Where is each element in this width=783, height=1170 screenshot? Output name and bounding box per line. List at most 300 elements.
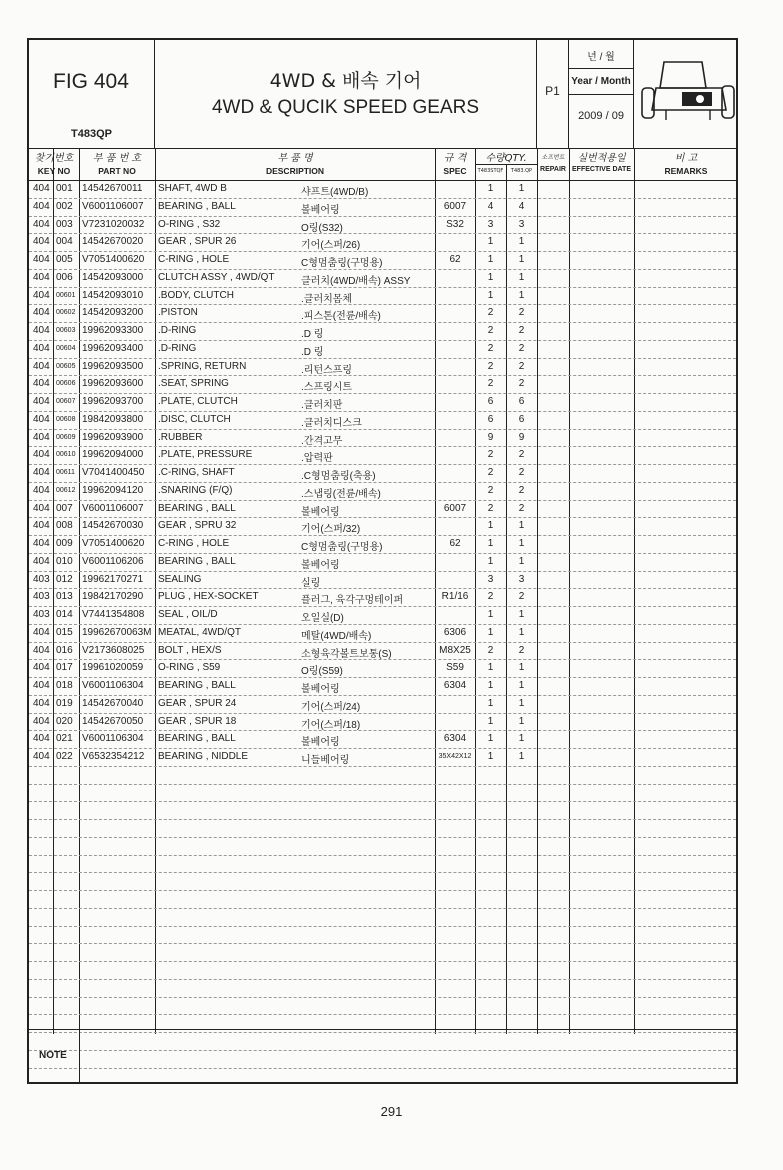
cell-desc: .SPRING, RETURN	[158, 360, 247, 372]
table-row	[29, 801, 736, 820]
cell-desc: GEAR , SPUR 24	[158, 697, 237, 709]
cell-spec: 62	[449, 538, 461, 549]
cell-part: V6001106206	[82, 555, 144, 567]
cell-q2: 2	[518, 378, 525, 390]
table-row	[29, 872, 736, 891]
cell-q1: 1	[487, 733, 494, 745]
table-row	[29, 198, 736, 217]
cell-part: 19962093300	[82, 325, 144, 336]
cell-kr: 오일실(D)	[301, 613, 344, 624]
cell-fig: 404	[33, 449, 50, 461]
cell-fig: 404	[33, 697, 50, 709]
parts-sheet	[27, 38, 738, 1084]
table-row	[29, 659, 736, 678]
col-desc-kr: 부 품 명	[277, 153, 313, 164]
cell-desc: BEARING , NIDDLE	[158, 751, 249, 762]
cell-kr: .D 링	[301, 329, 324, 340]
cell-q1: 1	[487, 662, 494, 674]
cell-q1: 9	[487, 431, 494, 443]
cell-spec: 6304	[443, 733, 467, 745]
cell-key: 017	[56, 662, 73, 674]
cell-fig: 404	[33, 733, 50, 745]
cell-desc: BEARING , BALL	[158, 733, 236, 745]
table-row	[29, 553, 736, 572]
fig-number: FIG 404	[53, 70, 129, 93]
cell-kr: .D 링	[301, 346, 324, 358]
table-row	[29, 606, 736, 625]
cell-kr: 샤프트(4WD/B)	[301, 187, 369, 198]
cell-part: V7051400620	[82, 254, 145, 265]
cell-q2: 2	[518, 591, 525, 603]
table-row	[29, 855, 736, 874]
col-qty-b: T483.QP	[510, 168, 533, 174]
table-row	[29, 766, 736, 785]
year-month-kr: 년 / 월	[587, 52, 615, 63]
cell-part: 14542093000	[82, 271, 144, 283]
col-eff-en: EFFECTIVE DATE	[572, 166, 631, 173]
table-row	[29, 677, 736, 696]
cell-spec: R1/16	[441, 591, 469, 603]
cell-part: 19962093500	[82, 360, 144, 372]
cell-q1: 6	[487, 413, 494, 425]
cell-q2: 1	[518, 697, 525, 709]
divider	[569, 68, 633, 69]
cell-fig: 404	[33, 644, 50, 656]
table-row	[29, 642, 736, 661]
col-repair-kr: 소프번트	[541, 154, 565, 161]
table-row	[29, 464, 736, 483]
cell-q1: 2	[487, 467, 494, 478]
cell-fig: 404	[33, 662, 50, 674]
cell-desc: BEARING , BALL	[158, 200, 236, 212]
cell-q2: 1	[518, 289, 525, 301]
cell-q2: 4	[518, 200, 525, 212]
cell-fig: 404	[33, 183, 50, 194]
table-row	[29, 695, 736, 714]
cell-desc: .BODY, CLUTCH	[158, 289, 234, 301]
table-row	[29, 979, 736, 998]
cell-q2: 2	[518, 644, 525, 656]
cell-key: 00603	[56, 327, 76, 334]
cell-q1: 1	[487, 520, 494, 532]
cell-kr: .클러치판	[301, 400, 343, 411]
cell-kr: O링(S32)	[301, 222, 343, 234]
cell-fig: 404	[33, 254, 50, 265]
cell-q2: 2	[518, 449, 525, 461]
table-row	[29, 624, 736, 643]
cell-part: 19962093700	[82, 396, 144, 407]
cell-fig: 404	[33, 200, 50, 212]
col-spec-en: SPEC	[443, 166, 467, 176]
table-row	[29, 908, 736, 927]
year-month-cell	[569, 40, 634, 148]
cell-kr: C형멈춤링(구멍용)	[301, 542, 383, 553]
cell-part: V7231020032	[82, 218, 145, 230]
cell-spec: M8X25	[439, 644, 471, 656]
cell-fig: 404	[33, 413, 50, 425]
note-label: NOTE	[39, 1050, 67, 1061]
cell-fig: 404	[33, 289, 50, 301]
divider	[569, 94, 633, 95]
cell-desc: .D-RING	[158, 325, 197, 336]
cell-q2: 2	[518, 502, 525, 514]
table-row	[29, 784, 736, 803]
cell-part: 14542670030	[82, 520, 144, 532]
table-row	[29, 180, 736, 199]
cell-q1: 2	[487, 342, 494, 354]
col-part-en: PART NO	[98, 166, 136, 176]
cell-part: 19842093800	[82, 413, 144, 425]
cell-kr: .클러치몸체	[301, 293, 353, 305]
cell-q1: 2	[487, 378, 494, 390]
cell-q1: 1	[487, 555, 494, 567]
cell-q2: 2	[518, 360, 525, 372]
cell-part: 14542093010	[82, 289, 144, 301]
table-row	[29, 446, 736, 465]
page-code: P1	[545, 84, 560, 98]
cell-q1: 1	[487, 538, 494, 549]
cell-key: 021	[56, 733, 73, 745]
cell-key: 010	[56, 555, 73, 567]
table-row	[29, 429, 736, 448]
cell-q1: 3	[487, 218, 494, 230]
cell-kr: 기어(스퍼/24)	[301, 701, 361, 713]
cell-part: 19842170290	[82, 591, 144, 603]
cell-q2: 2	[518, 325, 525, 336]
cell-q2: 1	[518, 609, 525, 620]
cell-q2: 1	[518, 538, 525, 549]
cell-key: 012	[56, 573, 73, 585]
table-row	[29, 571, 736, 590]
cell-part: V6532354212	[82, 751, 145, 762]
cell-kr: 기어(스퍼/18)	[301, 719, 361, 731]
cell-part: 19962094000	[82, 449, 144, 461]
cell-part: V7041400450	[82, 467, 145, 478]
cell-q1: 3	[487, 573, 494, 585]
cell-desc: C-RING , HOLE	[158, 538, 230, 549]
sheet-header	[29, 40, 736, 149]
col-spec-kr: 규 격	[443, 153, 467, 164]
cell-desc: .PLATE, PRESSURE	[158, 449, 253, 461]
cell-desc: .D-RING	[158, 342, 197, 354]
cell-key: 019	[56, 697, 73, 709]
cell-part: 14542670020	[82, 236, 144, 248]
cell-key: 004	[56, 236, 73, 248]
cell-desc: SEAL , OIL/D	[158, 609, 218, 620]
cell-desc: .PLATE, CLUTCH	[158, 396, 238, 407]
cell-part: 14542670050	[82, 715, 144, 727]
cell-key: 015	[56, 626, 73, 638]
cell-key: 020	[56, 715, 73, 727]
model-code: T483QP	[71, 128, 112, 140]
title-english: 4WD & QUCIK SPEED GEARS	[211, 97, 480, 118]
cell-kr: .리턴스프링	[301, 364, 353, 376]
table-row	[29, 287, 736, 306]
table-row	[29, 322, 736, 341]
cell-part: V7441354808	[82, 609, 145, 620]
cell-desc: BEARING , BALL	[158, 555, 236, 567]
cell-spec: 6007	[443, 200, 467, 212]
cell-key: 007	[56, 502, 73, 514]
cell-q2: 1	[518, 254, 525, 265]
cell-part: 19962170271	[82, 573, 144, 585]
cell-kr: 볼베어링	[301, 559, 340, 571]
cell-q2: 1	[518, 662, 525, 674]
cell-key: 00609	[56, 433, 76, 441]
cell-q2: 2	[518, 342, 525, 354]
cell-q2: 1	[518, 626, 525, 638]
cell-q1: 1	[487, 751, 494, 762]
cell-fig: 404	[33, 502, 50, 514]
cell-q1: 2	[487, 484, 494, 496]
table-row	[29, 358, 736, 377]
title-korean: 4WD & 배속 기어	[269, 70, 422, 92]
cell-key: 009	[56, 538, 73, 549]
cell-key: 014	[56, 609, 73, 620]
cell-fig: 404	[33, 325, 50, 336]
cell-fig: 404	[33, 555, 50, 567]
note-label-cell	[29, 1030, 80, 1082]
col-part-kr: 부 품 번 호	[92, 153, 142, 164]
cell-part: V6001106304	[82, 680, 144, 691]
cell-q2: 1	[518, 520, 525, 532]
cell-kr: 볼베어링	[301, 506, 340, 518]
page-code-cell	[537, 40, 569, 148]
cell-q1: 1	[487, 697, 494, 709]
table-row	[29, 997, 736, 1016]
cell-q2: 2	[518, 307, 525, 319]
cell-kr: .간격고무	[301, 435, 343, 447]
cell-q1: 1	[487, 715, 494, 727]
cell-key: 002	[56, 200, 73, 212]
cell-q1: 2	[487, 591, 494, 603]
cell-key: 005	[56, 254, 73, 265]
table-row	[29, 304, 736, 323]
cell-fig: 403	[33, 591, 50, 603]
cell-kr: 기어(스퍼/26)	[301, 240, 361, 252]
table-row	[29, 340, 736, 359]
cell-spec: 6304	[443, 680, 467, 691]
cell-kr: 볼베어링	[301, 684, 340, 695]
table-row	[29, 535, 736, 554]
col-key-kr: 찾기번호	[34, 153, 74, 164]
col-rem-en: REMARKS	[664, 166, 708, 176]
cell-part: V6001106304	[82, 733, 144, 745]
table-row	[29, 482, 736, 501]
cell-key: 001	[56, 183, 73, 194]
cell-spec: 6306	[443, 626, 467, 638]
cell-desc: MEATAL, 4WD/QT	[158, 626, 241, 638]
cell-fig: 404	[33, 307, 50, 319]
cell-q1: 6	[487, 396, 494, 407]
cell-q1: 1	[487, 254, 494, 265]
table-row	[29, 411, 736, 430]
cell-spec: S32	[446, 218, 464, 230]
note-section	[29, 1029, 736, 1082]
cell-desc: GEAR , SPUR 26	[158, 236, 237, 248]
cell-part: 19961020059	[82, 662, 144, 674]
cell-kr: 볼베어링	[301, 204, 340, 216]
cell-key: 00610	[56, 451, 76, 459]
cell-fig: 404	[33, 626, 50, 638]
cell-desc: O-RING , S32	[158, 218, 221, 230]
cell-desc: .C-RING, SHAFT	[158, 467, 235, 478]
cell-q2: 1	[518, 555, 525, 567]
table-row	[29, 233, 736, 252]
cell-kr: C형멈춤링(구멍용)	[301, 258, 383, 269]
cell-desc: .DISC, CLUTCH	[158, 413, 231, 425]
tractor-cell	[634, 40, 738, 148]
title-cell	[155, 40, 537, 148]
cell-key: 008	[56, 520, 73, 532]
cell-q1: 1	[487, 183, 494, 194]
cell-desc: SHAFT, 4WD B	[158, 183, 227, 194]
cell-part: V7051400620	[82, 538, 145, 549]
cell-fig: 404	[33, 378, 50, 390]
table-row	[29, 926, 736, 945]
table-row	[29, 943, 736, 962]
cell-desc: .SNARING (F/Q)	[158, 484, 233, 496]
table-row	[29, 500, 736, 519]
cell-kr: .압력판	[301, 453, 333, 465]
cell-desc: SEALING	[158, 573, 202, 585]
cell-kr: O링(S59)	[301, 666, 343, 678]
cell-kr: 실링	[301, 577, 321, 589]
cell-part: 19962670063M	[82, 626, 152, 638]
cell-q1: 2	[487, 449, 494, 461]
cell-part: 19962093900	[82, 431, 144, 443]
cell-desc: GEAR , SPRU 32	[158, 520, 237, 532]
cell-q2: 6	[518, 413, 525, 425]
table-row	[29, 375, 736, 394]
cell-q2: 6	[518, 396, 525, 407]
cell-spec: 35X42X12	[438, 753, 472, 760]
cell-key: 018	[56, 680, 73, 691]
cell-fig: 404	[33, 236, 50, 248]
cell-fig: 404	[33, 467, 50, 478]
col-repair-en: REPAIR	[540, 166, 566, 173]
table-row	[29, 269, 736, 288]
cell-q2: 1	[518, 236, 525, 248]
cell-desc: .SEAT, SPRING	[158, 378, 229, 390]
cell-fig: 404	[33, 271, 50, 283]
cell-spec: S59	[446, 662, 464, 674]
cell-desc: BEARING , BALL	[158, 502, 236, 514]
cell-fig: 404	[33, 520, 50, 532]
col-desc-en: DESCRIPTION	[265, 166, 325, 176]
cell-desc: .PISTON	[158, 307, 198, 319]
cell-kr: .스냅링(전륜/배속)	[301, 488, 381, 500]
table-row	[29, 393, 736, 412]
cell-q1: 4	[487, 200, 494, 212]
issue-date: 2009 / 09	[578, 110, 624, 122]
table-row	[29, 819, 736, 838]
cell-key: 013	[56, 591, 73, 603]
cell-spec: 62	[449, 254, 461, 265]
cell-q2: 1	[518, 183, 525, 194]
cell-desc: GEAR , SPUR 18	[158, 715, 237, 727]
cell-q1: 1	[487, 289, 494, 301]
col-key-en: KEY NO	[37, 166, 71, 176]
table-row	[29, 517, 736, 536]
table-row	[29, 216, 736, 235]
cell-kr: .스프링시트	[301, 382, 353, 394]
cell-q2: 2	[518, 467, 525, 478]
cell-fig: 403	[33, 573, 50, 585]
cell-fig: 404	[33, 538, 50, 549]
table-row	[29, 748, 736, 767]
cell-part: 19962093600	[82, 378, 144, 390]
cell-key: 00604	[56, 344, 76, 352]
cell-key: 00607	[56, 398, 76, 405]
col-rem-kr: 비 고	[674, 153, 698, 164]
cell-part: V2173608025	[82, 644, 145, 656]
cell-part: V6001106007	[82, 200, 144, 212]
cell-desc: BEARING , BALL	[158, 680, 236, 691]
cell-key: 016	[56, 644, 73, 656]
cell-kr: 니들베어링	[301, 755, 350, 766]
cell-key: 022	[56, 751, 73, 762]
cell-key: 00612	[56, 486, 76, 494]
cell-q2: 1	[518, 271, 525, 283]
cell-part: 14542670011	[82, 183, 143, 194]
cell-desc: BOLT , HEX/S	[158, 644, 222, 656]
cell-q1: 1	[487, 609, 494, 620]
cell-q2: 3	[518, 573, 525, 585]
cell-fig: 404	[33, 360, 50, 372]
cell-kr: .C형멈춤링(축용)	[301, 471, 376, 482]
column-header	[29, 148, 736, 181]
cell-q1: 1	[487, 271, 494, 283]
col-eff-kr: 실번적용일	[577, 153, 626, 164]
table-row	[29, 713, 736, 732]
cell-q1: 1	[487, 236, 494, 248]
cell-kr: 기어(스퍼/32)	[301, 524, 361, 536]
cell-fig: 404	[33, 751, 50, 762]
cell-key: 00605	[56, 362, 76, 370]
cell-fig: 404	[33, 715, 50, 727]
cell-part: 19962094120	[82, 484, 144, 496]
cell-key: 00601	[56, 291, 76, 299]
cell-kr: 볼베어링	[301, 737, 340, 749]
cell-fig: 404	[33, 396, 50, 407]
cell-q2: 1	[518, 733, 525, 745]
table-row	[29, 890, 736, 909]
cell-q1: 1	[487, 680, 494, 691]
cell-desc: O-RING , S59	[158, 662, 221, 674]
cell-fig: 404	[33, 431, 50, 443]
cell-desc: PLUG , HEX-SOCKET	[158, 591, 259, 603]
cell-desc: .RUBBER	[158, 431, 203, 443]
fig-cell	[29, 40, 155, 148]
cell-q2: 2	[518, 484, 525, 496]
table-row	[29, 961, 736, 980]
cell-q1: 2	[487, 307, 494, 319]
cell-desc: CLUTCH ASSY , 4WD/QT	[158, 271, 275, 283]
cell-fig: 404	[33, 218, 50, 230]
cell-key: 00608	[56, 415, 76, 423]
table-row	[29, 730, 736, 749]
cell-q1: 2	[487, 644, 494, 656]
cell-kr: 소형육각볼트보통(S)	[301, 648, 392, 660]
cell-kr: 클러치(4WD/배속) ASSY	[301, 275, 411, 287]
cell-kr: .피스톤(전륜/배속)	[301, 311, 381, 323]
cell-q1: 2	[487, 360, 494, 372]
cell-fig: 404	[33, 342, 50, 354]
cell-part: 14542093200	[82, 307, 144, 319]
cell-kr: .클러치디스크	[301, 417, 362, 429]
cell-q2: 1	[518, 680, 525, 691]
